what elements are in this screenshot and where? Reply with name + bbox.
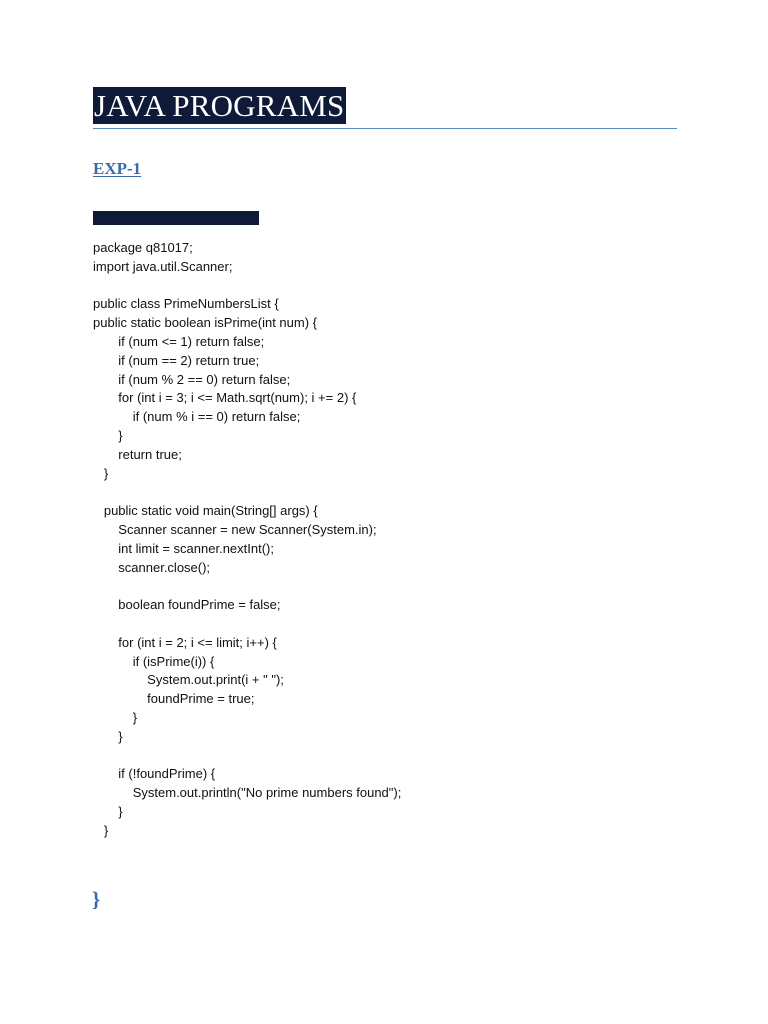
code-line: import java.util.Scanner;: [93, 258, 233, 274]
code-line: if (!foundPrime) {: [93, 766, 216, 782]
code-line: if (isPrime(i)) {: [93, 653, 215, 669]
code-line: for (int i = 3; i <= Math.sqrt(num); i += 2) {: [93, 390, 357, 406]
code-line: public class PrimeNumbersList {: [93, 296, 279, 312]
code-line: public static boolean isPrime(int num) {: [93, 315, 317, 331]
code-line: int limit = scanner.nextInt();: [93, 540, 274, 556]
code-line: System.out.print(i + " ");: [93, 672, 284, 688]
code-line: return true;: [93, 446, 182, 462]
code-line: System.out.println("No prime numbers found");: [93, 785, 402, 801]
code-line: [93, 577, 693, 596]
code-line: }: [93, 427, 123, 443]
section-heading: EXP-1: [93, 159, 142, 178]
code-line: }: [93, 803, 123, 819]
code-line: [93, 277, 693, 296]
code-line: }: [93, 728, 123, 744]
code-line: foundPrime = true;: [93, 691, 255, 707]
code-line: }: [93, 822, 109, 838]
code-line: scanner.close();: [93, 559, 211, 575]
code-line: }: [93, 465, 109, 481]
code-line: [93, 747, 693, 766]
code-line: Scanner scanner = new Scanner(System.in);: [93, 521, 377, 537]
title-underline-rule: [93, 128, 677, 129]
code-line: [93, 615, 693, 634]
title-block: [93, 87, 346, 124]
code-listing: [93, 239, 693, 841]
code-line: }: [93, 709, 138, 725]
redaction-bar: [93, 211, 259, 225]
code-line: package q81017;: [93, 240, 193, 255]
code-line: [93, 483, 693, 502]
closing-brace: }: [92, 887, 101, 911]
code-line: public static void main(String[] args) {: [93, 503, 318, 519]
code-line: if (num % 2 == 0) return false;: [93, 371, 291, 387]
code-line: boolean foundPrime = false;: [93, 597, 281, 613]
code-line: if (num == 2) return true;: [93, 352, 260, 368]
code-line: if (num % i == 0) return false;: [93, 409, 301, 425]
document-title: JAVA PROGRAMS: [94, 88, 345, 123]
code-line: if (num <= 1) return false;: [93, 333, 265, 349]
code-line: for (int i = 2; i <= limit; i++) {: [93, 634, 277, 650]
